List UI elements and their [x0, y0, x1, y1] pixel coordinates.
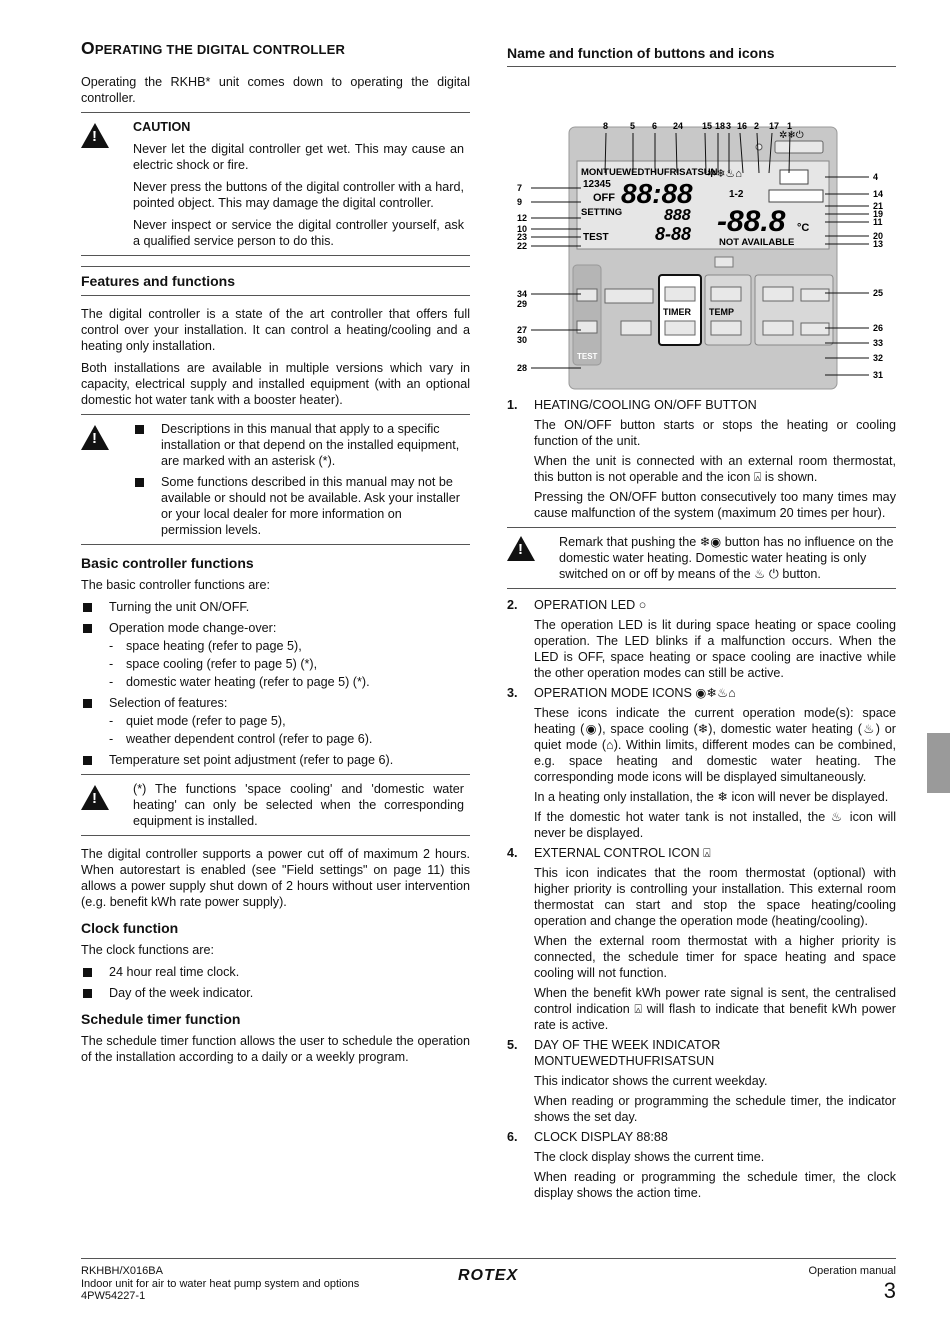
timer-label: TIMER [663, 307, 691, 317]
timer-down-button[interactable] [665, 321, 695, 335]
lcd-off: OFF [593, 192, 615, 204]
lcd-setting: SETTING [581, 207, 623, 218]
item-number: 6. [507, 1130, 518, 1144]
doc-ref: 4PW54227-1 [81, 1290, 146, 1302]
callout-number: 2 [754, 121, 760, 131]
list-item: Selection of features: - quiet mode (refer to page 5), - weather dependent control (refer to page 6). [81, 695, 470, 747]
mode-button[interactable] [801, 289, 829, 301]
item-heading [507, 845, 896, 861]
clock-heading: Clock function [81, 920, 179, 936]
operation-led [756, 144, 762, 150]
lcd-days: MONTUEWEDTHUFRISATSUN [581, 167, 718, 178]
sub-item: - weather dependent control (refer to page 6). [109, 731, 470, 747]
callout-number: 24 [673, 121, 684, 131]
item-text: This indicator shows the current weekday. [534, 1074, 768, 1088]
callout-number: 34 [517, 289, 528, 299]
water-onoff-button[interactable] [801, 323, 829, 335]
item-title: HEATING/COOLING ON/OFF BUTTON [534, 398, 757, 412]
list-item: Temperature set point adjustment (refer to page 6). [81, 752, 470, 768]
warning-icon [81, 123, 109, 148]
callout-number: 5 [630, 121, 636, 131]
callout-number: 15 [702, 121, 713, 131]
callout-number: 18 [715, 121, 726, 131]
intro-text: Operating the RKHB* unit comes down to operating the digital controller. [81, 75, 470, 105]
schedule-text: The schedule timer function allows the user to schedule the operation of the installation according to a daily or a weekly program. [81, 1034, 470, 1064]
warning-icon [81, 425, 109, 450]
callout-number: 27 [517, 325, 528, 335]
mode-icons-box [769, 190, 823, 202]
callout-number: 12 [517, 213, 528, 223]
lcd-clock: 88:88 [621, 178, 693, 209]
section-tab [927, 733, 950, 793]
callout-number: 3 [726, 121, 732, 131]
features-text: Both installations are available in multiple versions which vary in capacity, electrical supply and installed equipment (with an optional domestic hot water tank with a booster heater). [81, 361, 470, 407]
basic-list [81, 599, 470, 768]
lcd-12345: 12345 [583, 179, 611, 190]
callout-number: 25 [873, 288, 884, 298]
temp-label: TEMP [709, 307, 735, 317]
item-heading [507, 397, 896, 413]
callout-number: 8 [603, 121, 609, 131]
callout-number: 11 [873, 217, 883, 227]
manual-label: Operation manual [808, 1265, 896, 1277]
sub-item: - space heating (refer to page 5), [109, 638, 470, 654]
item-text: The clock display shows the current time. [534, 1150, 765, 1164]
item-text: In a heating only installation, the ❄ icon will never be displayed. [534, 790, 889, 804]
callout-number: 30 [517, 335, 528, 345]
item-text: These icons indicate the current operation mode(s): space heating (◉), space cooling (❄), domestic water heating (♨) or quiet mode (⌂). Within limits, different modes can be combined, e.g. space heating and domestic water heating. The corresponding mode icons will be displayed simultaneously. [534, 706, 896, 784]
callout-number: 29 [517, 299, 528, 309]
item-title: OPERATION MODE ICONS ◉❄♨⌂ [534, 686, 736, 700]
mode-icons: ✲❄♨⌂ [707, 168, 742, 180]
note-item: Some functions described in this manual may not be available or should not be available. Ask your installer or your local dealer for more information on permission levels. [133, 474, 464, 538]
water-up-button[interactable] [763, 287, 793, 301]
list-item: 24 hour real time clock. [81, 964, 470, 980]
test-button-label[interactable]: TEST [577, 352, 598, 361]
sub-item: - space cooling (refer to page 5) (*), [109, 656, 470, 672]
basic-heading: Basic controller functions [81, 555, 254, 571]
callout-number: 6 [652, 121, 658, 131]
page-number: 3 [883, 1277, 896, 1303]
panel-tab [715, 257, 733, 267]
callout-number: 28 [517, 363, 528, 373]
lcd-888: 888 [664, 207, 691, 224]
external-control-icon [780, 170, 808, 184]
item-text: When the external room thermostat with a higher priority is connected, the schedule timer for space heating and space cooling will not function. [534, 934, 896, 980]
callout-number: 20 [873, 231, 884, 241]
item-number: 3. [507, 686, 518, 700]
item-title: CLOCK DISPLAY 88:88 [534, 1130, 668, 1144]
on-off-button[interactable] [775, 141, 823, 153]
remark-text: Remark that pushing the ❄◉ button has no influence on the domestic water heating. Domestic water heating is only switched on or off by means of the ♨ ⏻ button. [559, 535, 894, 581]
item-text: The operation LED is lit during space heating or space cooling operation. The LED blinks if a malfunction occurs. When the LED is OFF, space heating or space cooling are inactive while the other operation modes can still be active. [534, 618, 896, 680]
item-title: EXTERNAL CONTROL ICON ⍓ [534, 846, 711, 860]
warning-icon [81, 785, 109, 810]
lcd-8-88: 8-88 [655, 224, 692, 244]
callout-number: 1 [787, 121, 793, 131]
caution-item: Never let the digital controller get wet. This may cause an electric shock or fire. [133, 142, 464, 172]
controller-diagram [507, 75, 896, 397]
callout-number: 22 [517, 241, 528, 251]
item-number: 1. [507, 398, 518, 412]
caution-box [81, 112, 470, 256]
list-item: Day of the week indicator. [81, 985, 470, 1001]
quiet-mode-button[interactable] [577, 289, 597, 301]
item-text: When reading or programming the schedule timer, the clock display shows the action time. [534, 1170, 896, 1200]
weather-button[interactable] [577, 321, 597, 333]
temp-down-button[interactable] [711, 321, 741, 335]
callout-number: 33 [873, 338, 884, 348]
item-number: 4. [507, 846, 518, 860]
temp-up-button[interactable] [711, 287, 741, 301]
sub-item: - domestic water heating (refer to page 5) (*). [109, 674, 470, 690]
caution-item: Never inspect or service the digital controller yourself, ask a qualified service person to do this. [133, 218, 464, 248]
note-item: Descriptions in this manual that apply to a specific installation or that depend on the installed equipment, are marked with an asterisk (*). [133, 421, 464, 469]
star-note-box [81, 774, 470, 836]
callout-number: 23 [517, 232, 528, 242]
callout-number: 10 [517, 224, 528, 234]
doc-desc: Indoor unit for air to water heat pump system and options [81, 1277, 360, 1290]
brand-logo: ROTEX [458, 1267, 519, 1284]
water-down-button[interactable] [763, 321, 793, 335]
callout-number: 7 [517, 183, 523, 193]
caution-item: Never press the buttons of the digital controller with a hard, pointed object. This may damage the digital controller. [133, 180, 464, 210]
remark-box [507, 527, 896, 589]
doc-code: RKHBH/X016BA [81, 1265, 163, 1277]
callout-number: 4 [873, 172, 879, 182]
callout-number: 9 [517, 197, 523, 207]
item-text: This icon indicates that the room thermostat (optional) with higher priority is controlling your installation. This external room thermostat can start and stop the space heating/cooling operation and change the operation mode (heating/cooling). [534, 866, 896, 928]
callout-number: 21 [873, 201, 884, 211]
setting-button[interactable] [621, 321, 651, 335]
star-note: (*) The functions 'space cooling' and 'domestic water heating' can only be selected when the corresponding equipment is installed. [133, 782, 464, 828]
item-text: Pressing the ON/OFF button consecutively too many times may cause malfunction of the system (maximum 20 times per hour). [534, 490, 896, 520]
lcd-deg: °C [797, 222, 810, 234]
warning-icon [507, 536, 535, 561]
sub-item: - quiet mode (refer to page 5), [109, 713, 470, 729]
features-note-box [81, 414, 470, 545]
item-heading [507, 1037, 896, 1069]
item-heading [507, 685, 896, 701]
item-number: 2. [507, 598, 518, 612]
callout-number: 19 [873, 209, 884, 219]
features-heading: Features and functions [81, 266, 470, 296]
features-text: The digital controller is a state of the art controller that offers full control over your installation. It can control a heating/cooling and a heating only installation. [81, 307, 470, 353]
power-cut-text: The digital controller supports a power cut off of maximum 2 hours. When autorestart is enabled (see "Field settings" on page 11) this allows a power supply shut down of 2 hours without user intervention (e.g. benefit kWh rate power supply). [81, 847, 470, 909]
callout-number: 17 [769, 121, 780, 131]
function-list [507, 397, 896, 1201]
footer [81, 1258, 896, 1303]
item-heading [507, 1129, 896, 1145]
item-text: When the unit is connected with an external room thermostat, this button is not operable and the icon ⍓ is shown. [534, 454, 896, 484]
list-item: Turning the unit ON/OFF. [81, 599, 470, 615]
right-column [507, 45, 896, 1205]
buttons-icons-heading: Name and function of buttons and icons [507, 45, 896, 67]
callout-number: 14 [873, 189, 884, 199]
timer-up-button[interactable] [665, 287, 695, 301]
item-number: 5. [507, 1038, 518, 1052]
item-text: When reading or programming the schedule timer, the indicator shows the set day. [534, 1094, 896, 1124]
callout-number: 31 [873, 370, 884, 380]
onoff-icon: ✲❄⏻ [779, 130, 804, 141]
item-title: DAY OF THE WEEK INDICATOR MONTUEWEDTHUFRISATSUN [534, 1038, 721, 1068]
schedule-heading: Schedule timer function [81, 1011, 241, 1027]
callout-number: 16 [737, 121, 748, 131]
item-heading [507, 597, 896, 613]
lcd-not-available: NOT AVAILABLE [719, 237, 795, 248]
item-text: When the benefit kWh power rate signal is sent, the centralised control indication ⍓ will flash to indicate that benefit kWh power rate is active. [534, 986, 896, 1032]
item-title: OPERATION LED ○ [534, 598, 647, 612]
callout-number: 13 [873, 239, 884, 249]
lcd-temperature: -88.8 [717, 205, 786, 238]
program-button[interactable] [605, 289, 653, 303]
left-button-group [573, 265, 601, 365]
list-item: Operation mode change-over: - space heating (refer to page 5), - space cooling (refer to page 5) (*), - domestic water heating (refer to page 5) (*). [81, 620, 470, 690]
lcd-test: TEST [583, 232, 609, 243]
callout-number: 26 [873, 323, 884, 333]
item-text: If the domestic hot water tank is not installed, the ♨ icon will never be displayed. [534, 810, 896, 840]
left-column [81, 40, 470, 1071]
callout-number: 32 [873, 353, 884, 363]
lcd-ratio: 1-2 [729, 189, 744, 200]
item-text: The ON/OFF button starts or stops the heating or cooling function of the unit. [534, 418, 896, 448]
page-title: OPERATING THE DIGITAL CONTROLLER [81, 38, 346, 58]
clock-intro: The clock functions are: [81, 943, 214, 957]
basic-intro: The basic controller functions are: [81, 578, 270, 592]
caution-label: CAUTION [133, 120, 191, 134]
